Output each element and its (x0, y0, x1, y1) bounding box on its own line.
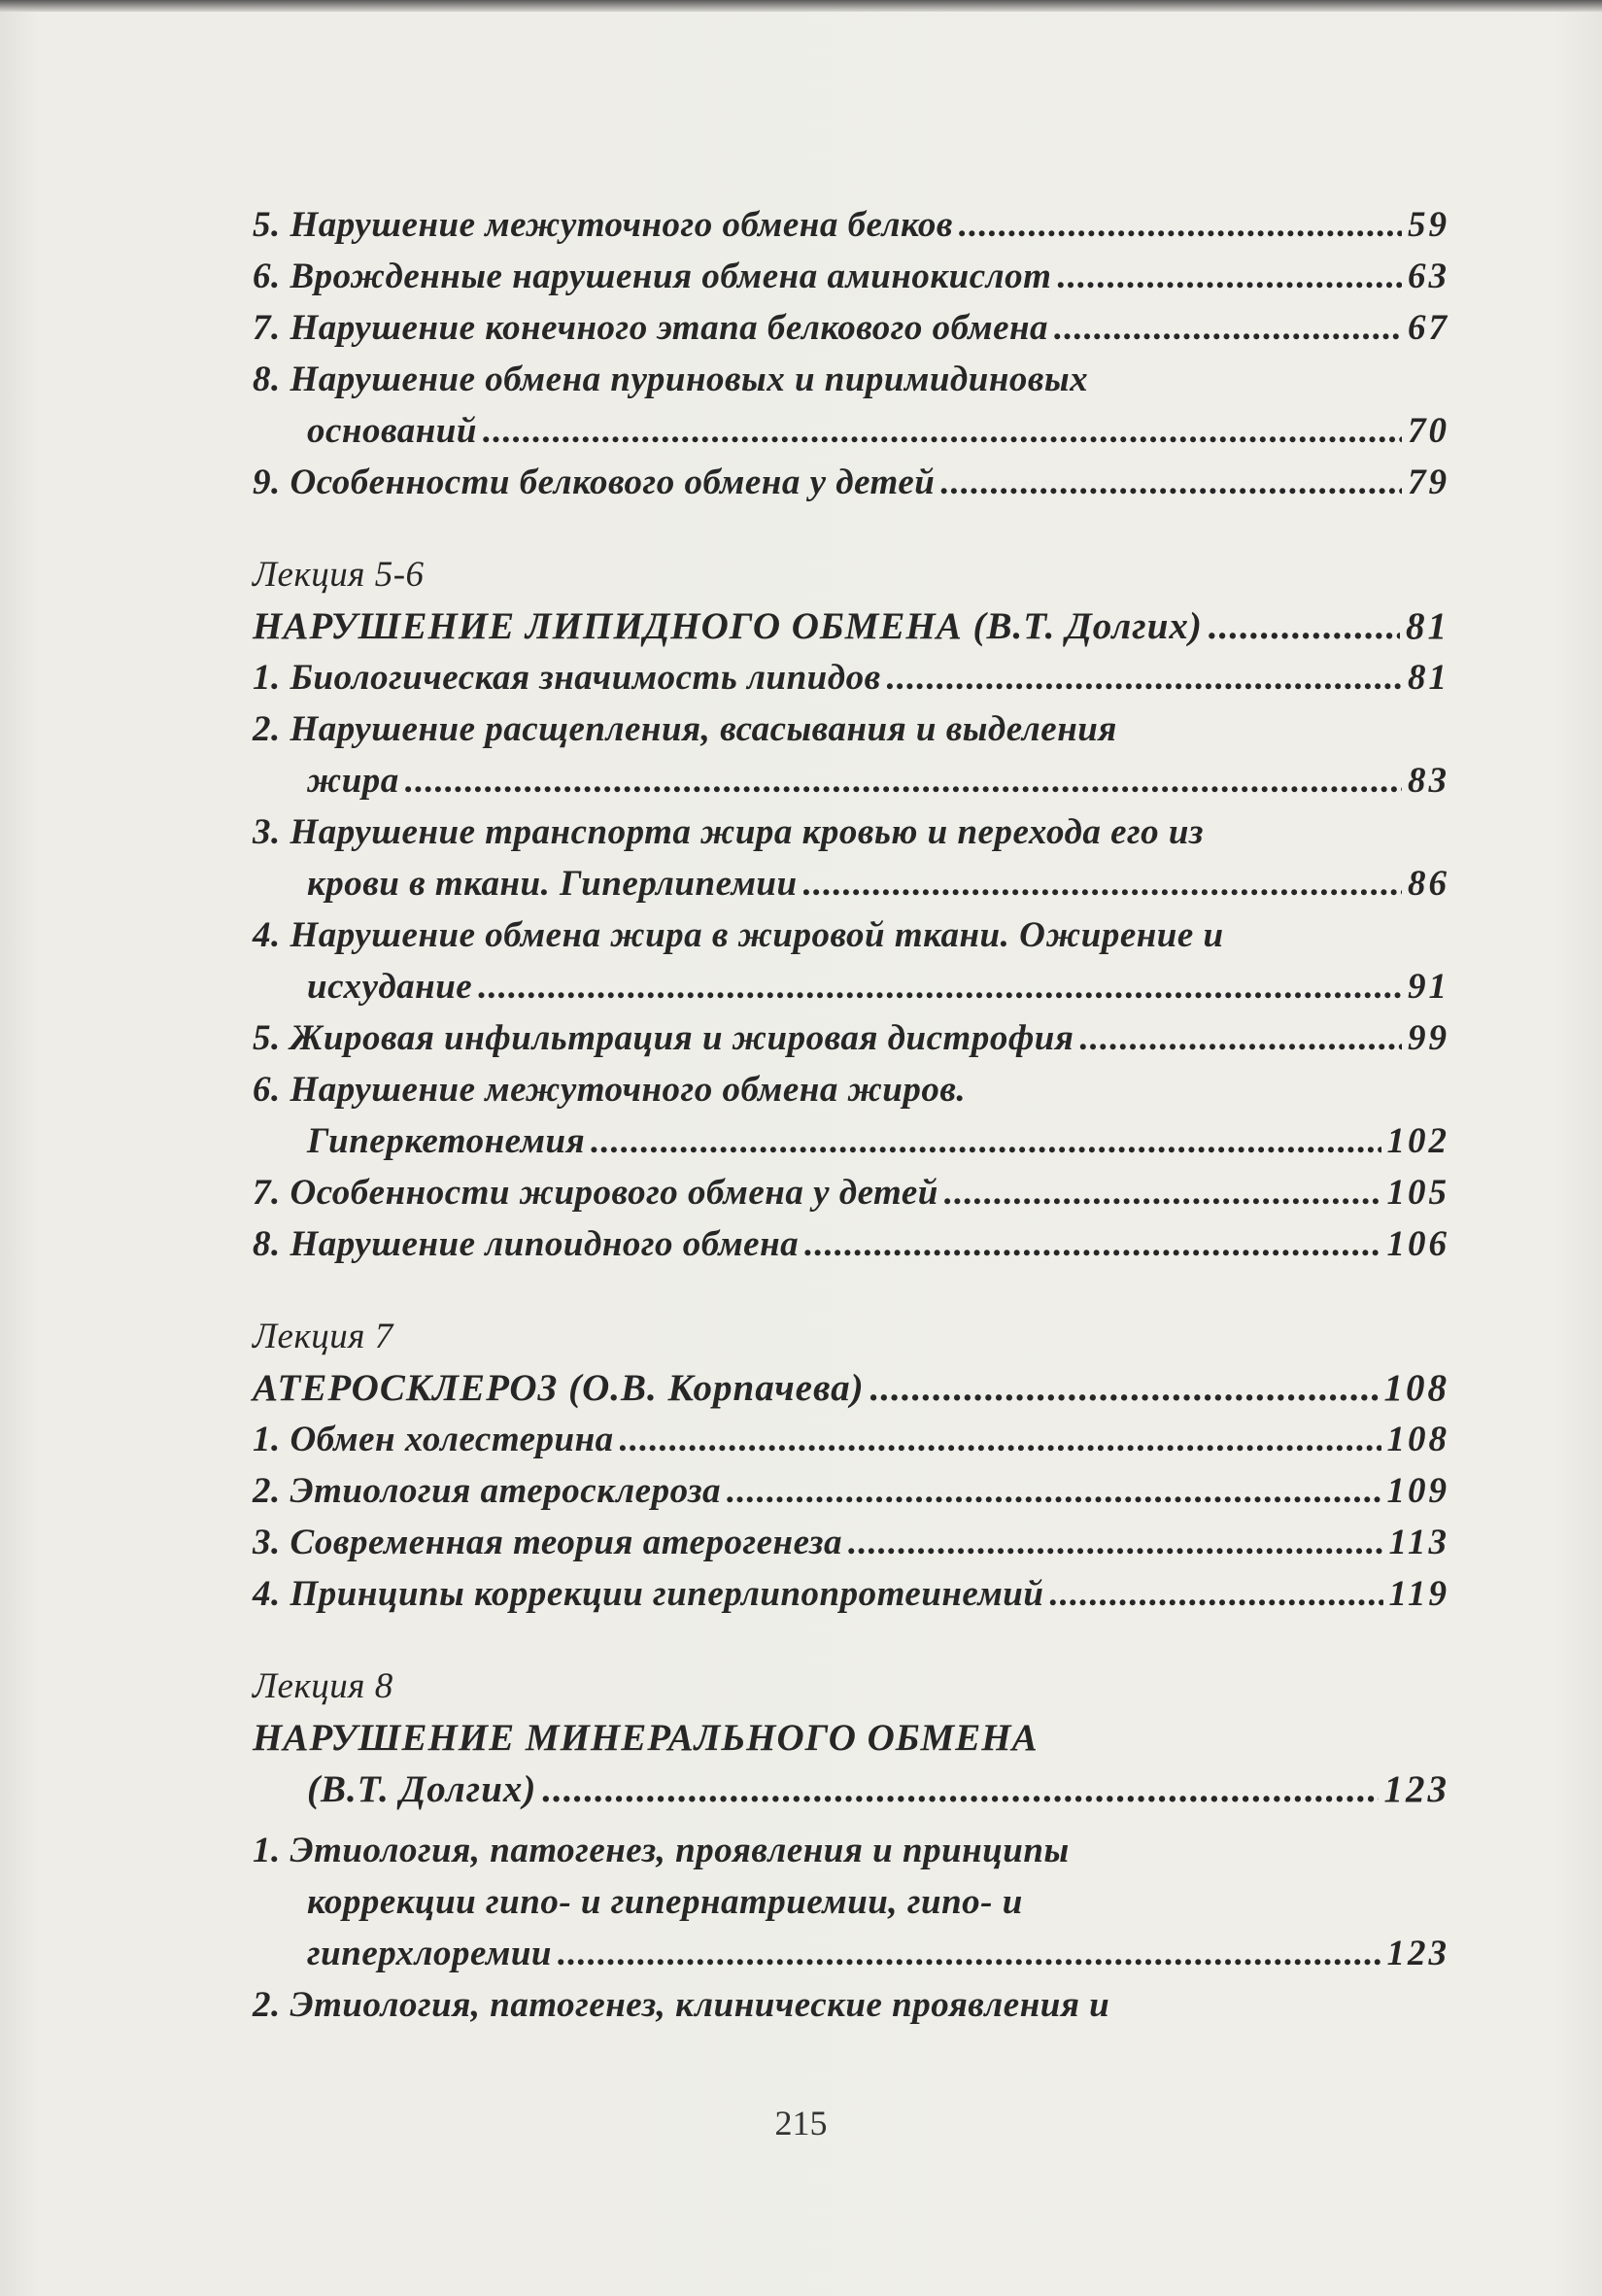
toc-page-number: 105 (1386, 1173, 1449, 1213)
toc-page-number: 102 (1386, 1121, 1449, 1161)
page-number: 215 (774, 2104, 828, 2142)
lecture-heading: АТЕРОСКЛЕРОЗ (О.В. Корпачева) ..... 108 (253, 1362, 1449, 1414)
toc-entry: 2. Этиология атеросклероза ..... 109 (253, 1465, 1449, 1517)
toc-entry-line: 8. Нарушение обмена пуриновых и пиримидиновых (253, 360, 1089, 399)
toc-entry: 1. Обмен холестерина ..... 108 (253, 1414, 1449, 1465)
leader-dots (959, 199, 1402, 251)
lecture-label: Лекция 5-6 (253, 555, 425, 595)
page-top-edge (0, 0, 1602, 12)
toc-entry: оснований ..... 70 (253, 405, 1449, 457)
leader-dots (727, 1465, 1380, 1517)
toc-entry: крови в ткани. Гиперлипемии ..... 86 (253, 858, 1449, 909)
toc-entry: 7. Особенности жирового обмена у детей ..... 105 (253, 1167, 1449, 1218)
toc-page-number: 83 (1408, 761, 1449, 801)
toc-page-number: 106 (1386, 1224, 1449, 1264)
toc-lecture-7 (253, 1311, 1449, 1620)
leader-dots (542, 1764, 1378, 1815)
toc-page-number: 119 (1388, 1574, 1449, 1614)
toc-entry-line: 2. Этиология, патогенез, клинические проявления и (253, 1985, 1110, 2025)
toc-page-number: 91 (1408, 967, 1449, 1007)
lecture-label: Лекция 8 (253, 1666, 393, 1706)
toc-page-number: 113 (1388, 1523, 1449, 1562)
toc-entry-line: 2. Нарушение расщепления, всасывания и выделения (253, 709, 1117, 749)
toc-lecture-8 (253, 1661, 1449, 2031)
toc-entry: 9. Особенности белкового обмена у детей ..... 79 (253, 457, 1449, 508)
toc-entry: исхудание ..... 91 (253, 961, 1449, 1012)
toc-entry: 4. Принципы коррекции гиперлипопротеинемий ..... 119 (253, 1568, 1449, 1620)
toc-lecture-5-6 (253, 549, 1449, 1270)
leader-dots (478, 961, 1402, 1012)
toc-entry: 5. Жировая инфильтрация и жировая дистрофия ..... 99 (253, 1012, 1449, 1064)
leader-dots (804, 1218, 1380, 1270)
table-of-contents (253, 199, 1449, 2031)
lecture-heading: НАРУШЕНИЕ ЛИПИДНОГО ОБМЕНА (В.Т. Долгих) ..... 81 (253, 600, 1449, 652)
leader-dots (1079, 1012, 1402, 1064)
toc-page-number: 109 (1386, 1471, 1449, 1511)
toc-entry: гиперхлоремии ..... 123 (253, 1928, 1449, 1979)
toc-page-number: 63 (1408, 257, 1449, 296)
toc-page-number: 108 (1386, 1420, 1449, 1459)
toc-entry-line: 1. Этиология, патогенез, проявления и принципы (253, 1831, 1070, 1870)
toc-entry: 6. Врожденные нарушения обмена аминокислот ..... 63 (253, 251, 1449, 302)
lecture-label: Лекция 7 (253, 1317, 393, 1356)
toc-block-proteins (253, 199, 1449, 508)
leader-dots (848, 1517, 1383, 1568)
leader-dots (1057, 251, 1402, 302)
toc-page-number: 108 (1383, 1367, 1449, 1409)
toc-entry: Гиперкетонемия ..... 102 (253, 1115, 1449, 1167)
toc-entry: 5. Нарушение межуточного обмена белков ..... 59 (253, 199, 1449, 251)
toc-page-number: 123 (1383, 1768, 1449, 1810)
toc-entry: 8. Нарушение липоидного обмена ..... 106 (253, 1218, 1449, 1270)
leader-dots (405, 755, 1402, 806)
toc-page-number: 123 (1386, 1934, 1449, 1973)
toc-entry-line: 4. Нарушение обмена жира в жировой ткани. Ожирение и (253, 915, 1224, 955)
toc-page-number: 79 (1408, 463, 1449, 502)
toc-entry-line: 6. Нарушение межуточного обмена жиров. (253, 1070, 967, 1110)
toc-entry: 3. Современная теория атерогенеза ..... 113 (253, 1517, 1449, 1568)
toc-entry: 7. Нарушение конечного этапа белкового обмена ..... 67 (253, 302, 1449, 354)
leader-dots (591, 1115, 1380, 1167)
leader-dots (887, 652, 1402, 703)
lecture-heading: НАРУШЕНИЕ МИНЕРАЛЬНОГО ОБМЕНА (253, 1717, 1039, 1759)
toc-entry: 1. Биологическая значимость липидов ..... 81 (253, 652, 1449, 703)
leader-dots (940, 457, 1402, 508)
leader-dots (620, 1414, 1381, 1465)
leader-dots (1209, 600, 1400, 652)
toc-page-number: 86 (1408, 864, 1449, 904)
toc-page-number: 59 (1408, 205, 1449, 245)
leader-dots (870, 1362, 1379, 1414)
toc-page-number: 81 (1406, 605, 1449, 647)
leader-dots (1049, 1568, 1382, 1620)
toc-page-number: 70 (1408, 411, 1449, 451)
toc-entry-line: 3. Нарушение транспорта жира кровью и перехода его из (253, 812, 1204, 852)
toc-page-number: 99 (1408, 1018, 1449, 1058)
toc-page-number: 67 (1408, 308, 1449, 348)
leader-dots (944, 1167, 1381, 1218)
leader-dots (558, 1928, 1381, 1979)
toc-entry: жира ..... 83 (253, 755, 1449, 806)
lecture-heading-continued: (В.Т. Долгих) ..... 123 (253, 1764, 1449, 1815)
leader-dots (483, 405, 1402, 457)
leader-dots (1054, 302, 1402, 354)
toc-page-number: 81 (1408, 658, 1449, 698)
toc-entry-line: коррекции гипо- и гипернатриемии, гипо- и (307, 1882, 1023, 1922)
leader-dots (803, 858, 1402, 909)
